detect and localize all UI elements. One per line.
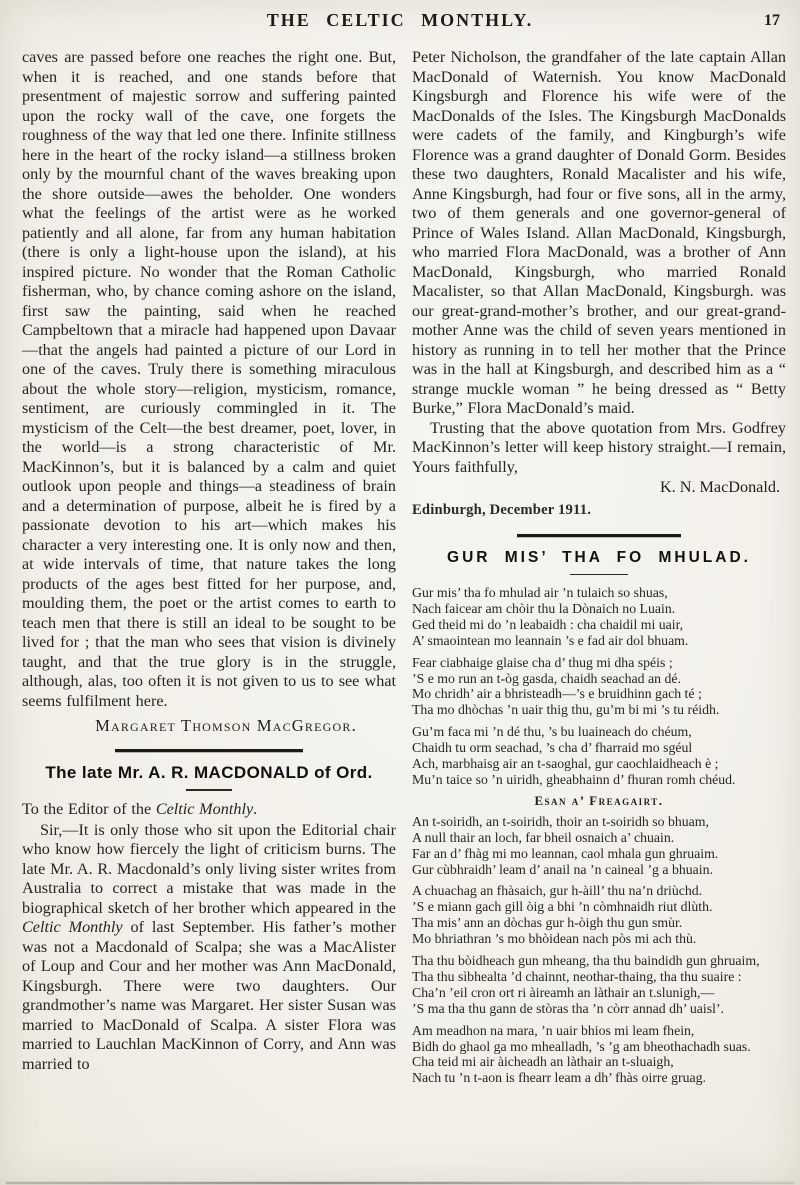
page-number: 17	[764, 12, 780, 29]
poem-title: GUR MIS’ THA FO MHULAD.	[447, 549, 751, 566]
letter-body-part1: Sir,—It is only those who sit upon the Editorial chair who know how fiercely the light of criticism burns. The late Mr. A. R. Macdonald’s only living sister writes from Australia to correct a mistake that was made in the biographical sketch of her brother which appeared in the	[22, 820, 396, 917]
journal-title: THE CELTIC MONTHLY.	[266, 10, 534, 30]
verse-line: Cha’n ’eil cron ort ri àireamh an làthair an t.slunigh,—	[412, 984, 715, 1000]
salutation-suffix: .	[253, 800, 258, 818]
letter-body-part2: of last September. His father’s mother was not a Macdonald of Scalpa; she was a MacAlister of Loup and Cour and her mother was Ann MacDonald, Kingsburgh. There were two daughters. Our grandmother’s name was Margaret. Her sister Susan was married to MacDonald of Scalpa. A sister Flora was married to Lauchlan MacKinnon of Corry, and Ann was married to	[22, 918, 396, 1073]
article-continuation-paragraph: caves are passed before one reaches the right one. But, when it is reached, and one stands before that presentment of majestic sorrow and suffering painted upon the rocky wall of the cave, one forgets the roughness of the way that led one there. Infinite stillness here in the heart of the rocky island—a stillness broken only by the mournful chant of the waves breaking upon the shore outside—awes the beholder. One wonders what the feelings of the artist were as he worked patiently and all alone, far from any human habitation (there is only a light-house upon the island), at his inspired picture. No wonder that the Roman Catholic fisherman, who, by chance coming ashore on the island, first saw the painting, said when he reached Campbeltown that a miracle had happened upon Davaar—that the angels had painted a picture of our Lord in one of the caves. Truly there is something miraculous about the whole story—religion, mysticism, romance, sentiment, are curiously commingled in it. The mysticism of the Celt—the best dreamer, poet, lover, in the world—is a strong characteristic of Mr. MacKinnon’s, but it is balanced by a calm and quiet outlook upon people and things—a steadiness of brain and a determination of purpose, albeit he is fired by a passionate devotion to his art—which makes his character a very interesting one. It is only now and then, at wide intervals of time, that nature takes the long products of the ages best fitted for her purpose, and, moulding them, the poet or the artist comes to earth to teach men that there is still an ideal to be sought to be lived for ; that the man who sees that vision is divinely taught, and that the true glory is in the struggle, although, alas, too often it is not given to us to see what seems fulfilment here.	[22, 48, 396, 710]
verse-line: Ach, marbhaisg air an t-saoghal, gur caochlaidheach è ;	[412, 756, 719, 772]
verse-line: Am meadhon na mara, ’n uair bhios mi leam fhein,	[412, 1022, 695, 1038]
letter-salutation	[22, 800, 396, 820]
verse-line: Tha mis’ ann an dòchas gur h-òigh thu gun smùr.	[412, 915, 683, 931]
salutation-prefix: To the Editor of the	[22, 800, 156, 818]
letter-dateline: Edinburgh, December 1911.	[412, 502, 592, 518]
verse-line: Cha teid mi air àicheadh an làthair an t-sluaigh,	[412, 1054, 674, 1070]
verse-line: Tha thu sìbhealta ’d chainnt, neothar-thaing, tha thu suaire :	[412, 968, 742, 984]
page-header	[0, 10, 800, 40]
heading-underline	[570, 574, 628, 575]
verse-line: A null thair an loch, far bheil osnaich a’ chuain.	[412, 829, 675, 845]
stanza-1	[412, 585, 786, 649]
letter-article-heading: The late Mr. A. R. MACDONALD of Ord.	[45, 763, 373, 782]
letter-signature: K. N. MacDonald.	[659, 478, 780, 496]
section-divider	[115, 749, 303, 752]
stanza-4	[412, 814, 786, 878]
verse-line: Bidh do ghaol ga mo mhealladh, ’s ’g am bheothachadh suas.	[412, 1038, 751, 1054]
heading-underline	[186, 789, 232, 791]
stanza-2	[412, 655, 786, 719]
stanza-5	[412, 883, 786, 947]
left-column	[22, 48, 396, 1074]
letter-body-journal-name: Celtic Monthly	[22, 918, 123, 936]
stanza-7	[412, 1023, 786, 1087]
verse-line: Ged theid mi do ’n leabaidh : cha chaidil mi uair,	[412, 616, 684, 632]
verse-line: Gur cùbhraidh’ leam d’ anail na ’n caineal ’g a bhuain.	[412, 861, 713, 877]
verse-line: Chaidh tu orm seachad, ’s cha d’ fharraid mo sgéul	[412, 740, 693, 756]
poem-subheading: Esan a’ Freagairt.	[534, 793, 664, 808]
verse-line: Tha thu bòidheach gun mheang, tha thu baindidh gun ghruaim,	[412, 953, 760, 969]
author-signature: Margaret Thomson MacGregor.	[95, 716, 357, 735]
verse-line: Tha mo dhòchas ’n uair thig thu, gu’m bi mi ’s tu réidh.	[412, 702, 720, 718]
verse-line: Mo chridh’ air a bhristeadh—’s e bruidhinn gach té ;	[412, 686, 702, 702]
verse-line: A’ smaointean mo leannain ’s e fad air dol bhuam.	[412, 632, 689, 648]
verse-line: ’S e mo run an t-òg gasda, chaidh seachad an dé.	[412, 670, 681, 686]
poem-verse	[412, 585, 786, 1086]
verse-line: Far an d’ fhàg mi mo leannan, caol mhala gun ghruaim.	[412, 845, 719, 861]
verse-line: ’S ma tha thu gann de stòras tha ’n còrr annad dh’ uaisl’.	[412, 1000, 724, 1016]
verse-line: Fear ciabhaige glaise cha d’ thug mi dha spéis ;	[412, 654, 673, 670]
verse-line: A chuachag an fhàsaich, gur h-àill’ thu na’n driùchd.	[412, 883, 703, 899]
verse-line: Gur mis’ tha fo mhulad air ’n tulaich so shuas,	[412, 585, 668, 600]
stanza-3	[412, 724, 786, 788]
salutation-journal-name: Celtic Monthly	[155, 800, 254, 818]
scan-bottom-edge	[6, 1182, 794, 1184]
verse-line: Nach tu ’n t-aon is fhearr leam a dh’ fhàs oirre gruag.	[412, 1070, 706, 1086]
letter-body-paragraph	[22, 821, 396, 1075]
verse-line: An t-soiridh, an t-soiridh, thoir an t-soiridh so bhuam,	[412, 813, 709, 829]
verse-line: Nach faicear am chòir thu la Dònaich no Luain.	[412, 600, 676, 616]
verse-line: Mo bhriathran ’s mo bhòidean nach pòs mi ach thù.	[412, 931, 697, 947]
verse-line: ’S e miann gach gill òig a bhi ’n còmhnaidh riut dlùth.	[412, 899, 713, 915]
verse-line: Gu’m faca mi ’n dé thu, ’s bu luaineach do chéum,	[412, 724, 692, 740]
letter-closing-paragraph: Trusting that the above quotation from Mrs. Godfrey MacKinnon’s letter will keep history straight.—I remain, Yours faithfully,	[412, 418, 786, 476]
section-divider	[517, 534, 681, 537]
stanza-6	[412, 953, 786, 1017]
right-column	[412, 48, 786, 1092]
text-columns	[22, 48, 786, 1092]
letter-continuation-paragraph: Peter Nicholson, the grandfaher of the late captain Allan MacDonald of Waternish. You know MacDonald Kingsburgh and Florence his wife were of the MacDonalds of the Isles. The Kingsburgh MacDonalds were cadets of the family, and Kingburgh’s wife Florence was a grand daughter of Donald Gorm. Besides these two daughters, Ronald Macalister and his wife, Anne Kingsburgh, had four or five sons, all in the army, two of them generals and one governor-general of Prince of Wales Island. Allan MacDonald, Kingsburgh, who married Flora MacDonald, was a brother of Ann MacDonald, Kingsburgh, who married Ronald Macalister, so that Allan MacDonald, Kingsburgh. was our great-grand-mother’s brother, and our great-grand-mother Anne was the child of seven years mentioned in history as running in to tell her mother that the Prince was in the hall at Kingsburgh, and described him as a “ strange muckle woman ” he being dressed as “ Betty Burke,” Flora MacDonald’s maid.	[412, 48, 786, 417]
verse-line: Mu’n taice so ’n uiridh, gheabhainn d’ fhuran romh chéud.	[412, 771, 736, 787]
